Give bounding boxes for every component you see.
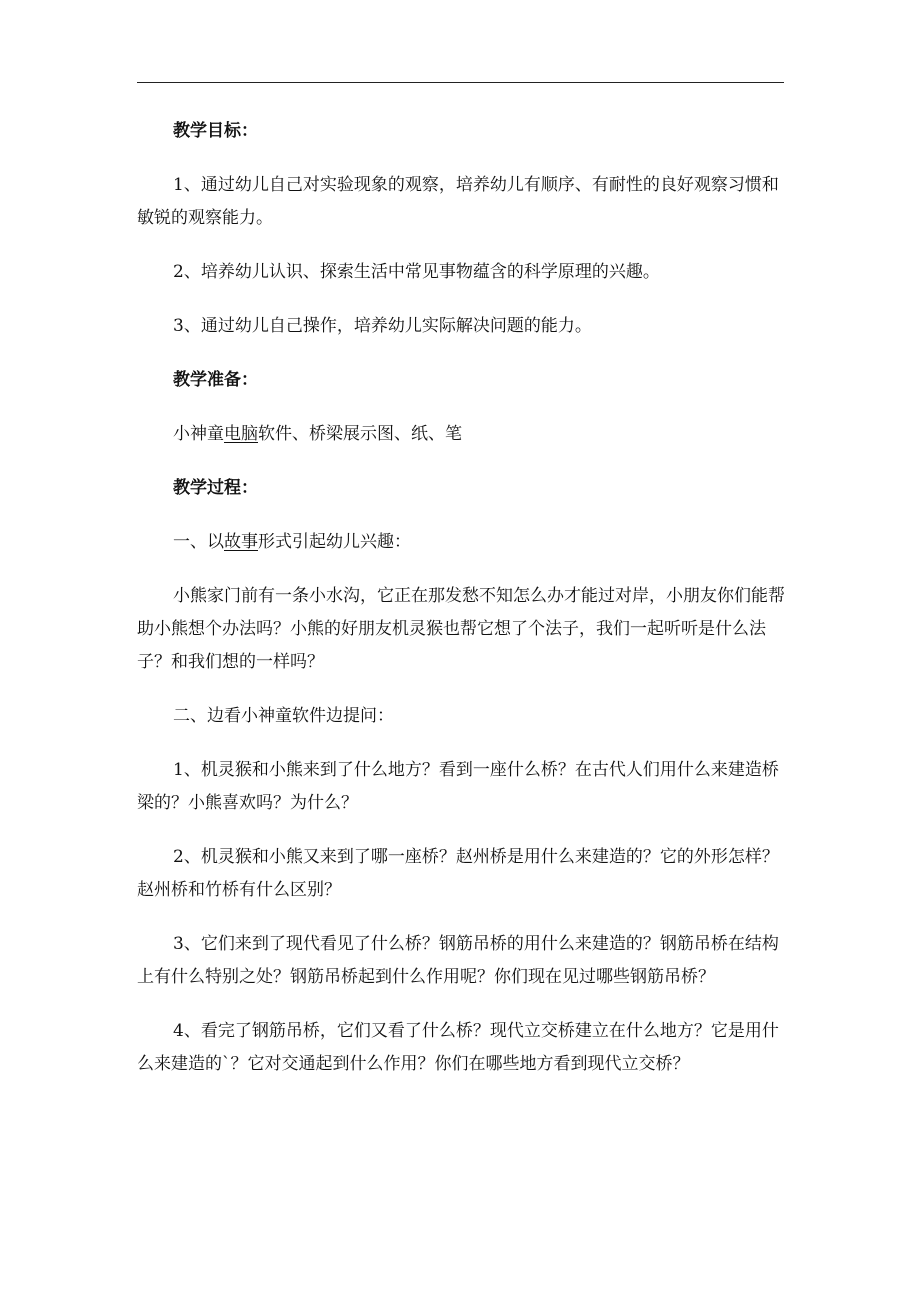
- story-link[interactable]: 故事: [224, 532, 258, 552]
- header-rule: [137, 82, 784, 83]
- question-1: 1、机灵猴和小熊来到了什么地方？看到一座什么桥？在古代人们用什么来建造桥梁的？小熊喜欢吗？为什么？: [137, 760, 779, 813]
- question-4: 4、看完了钢筋吊桥，它们又看了什么桥？现代立交桥建立在什么地方？它是用什么来建造的`？它对交通起到什么作用？你们在哪些地方看到现代立交桥？: [137, 1021, 779, 1074]
- document-body: [137, 115, 785, 1102]
- prep-heading: 教学准备：: [173, 370, 258, 390]
- step1-prefix: 一、以: [173, 532, 224, 552]
- process-heading: 教学过程：: [173, 478, 258, 498]
- story-paragraph: 小熊家门前有一条小水沟，它正在那发愁不知怎么办才能过对岸，小朋友你们能帮助小熊想个办法吗？小熊的好朋友机灵猴也帮它想了个法子，我们一起听听是什么法子？和我们想的一样吗？: [137, 586, 785, 672]
- prep-prefix: 小神童: [173, 424, 224, 444]
- step1-suffix: 形式引起幼儿兴趣：: [258, 532, 411, 552]
- prep-suffix: 软件、桥梁展示图、纸、笔: [258, 424, 462, 444]
- question-3: 3、它们来到了现代看见了什么桥？钢筋吊桥的用什么来建造的？钢筋吊桥在结构上有什么特别之处？钢筋吊桥起到什么作用呢？你们现在见过哪些钢筋吊桥？: [137, 934, 779, 987]
- goal-1: 1、通过幼儿自己对实验现象的观察，培养幼儿有顺序、有耐性的良好观察习惯和敏锐的观察能力。: [137, 175, 779, 228]
- goal-2: 2、培养幼儿认识、探索生活中常见事物蕴含的科学原理的兴趣。: [173, 262, 660, 282]
- step-2: 二、边看小神童软件边提问：: [173, 706, 394, 726]
- computer-link[interactable]: 电脑: [224, 424, 258, 444]
- question-2: 2、机灵猴和小熊又来到了哪一座桥？赵州桥是用什么来建造的？它的外形怎样？赵州桥和竹桥有什么区别？: [137, 847, 779, 900]
- step-1: [137, 526, 785, 559]
- prep-materials: [137, 418, 785, 451]
- goal-3: 3、通过幼儿自己操作，培养幼儿实际解决问题的能力。: [173, 316, 592, 336]
- goals-heading: 教学目标：: [173, 121, 258, 141]
